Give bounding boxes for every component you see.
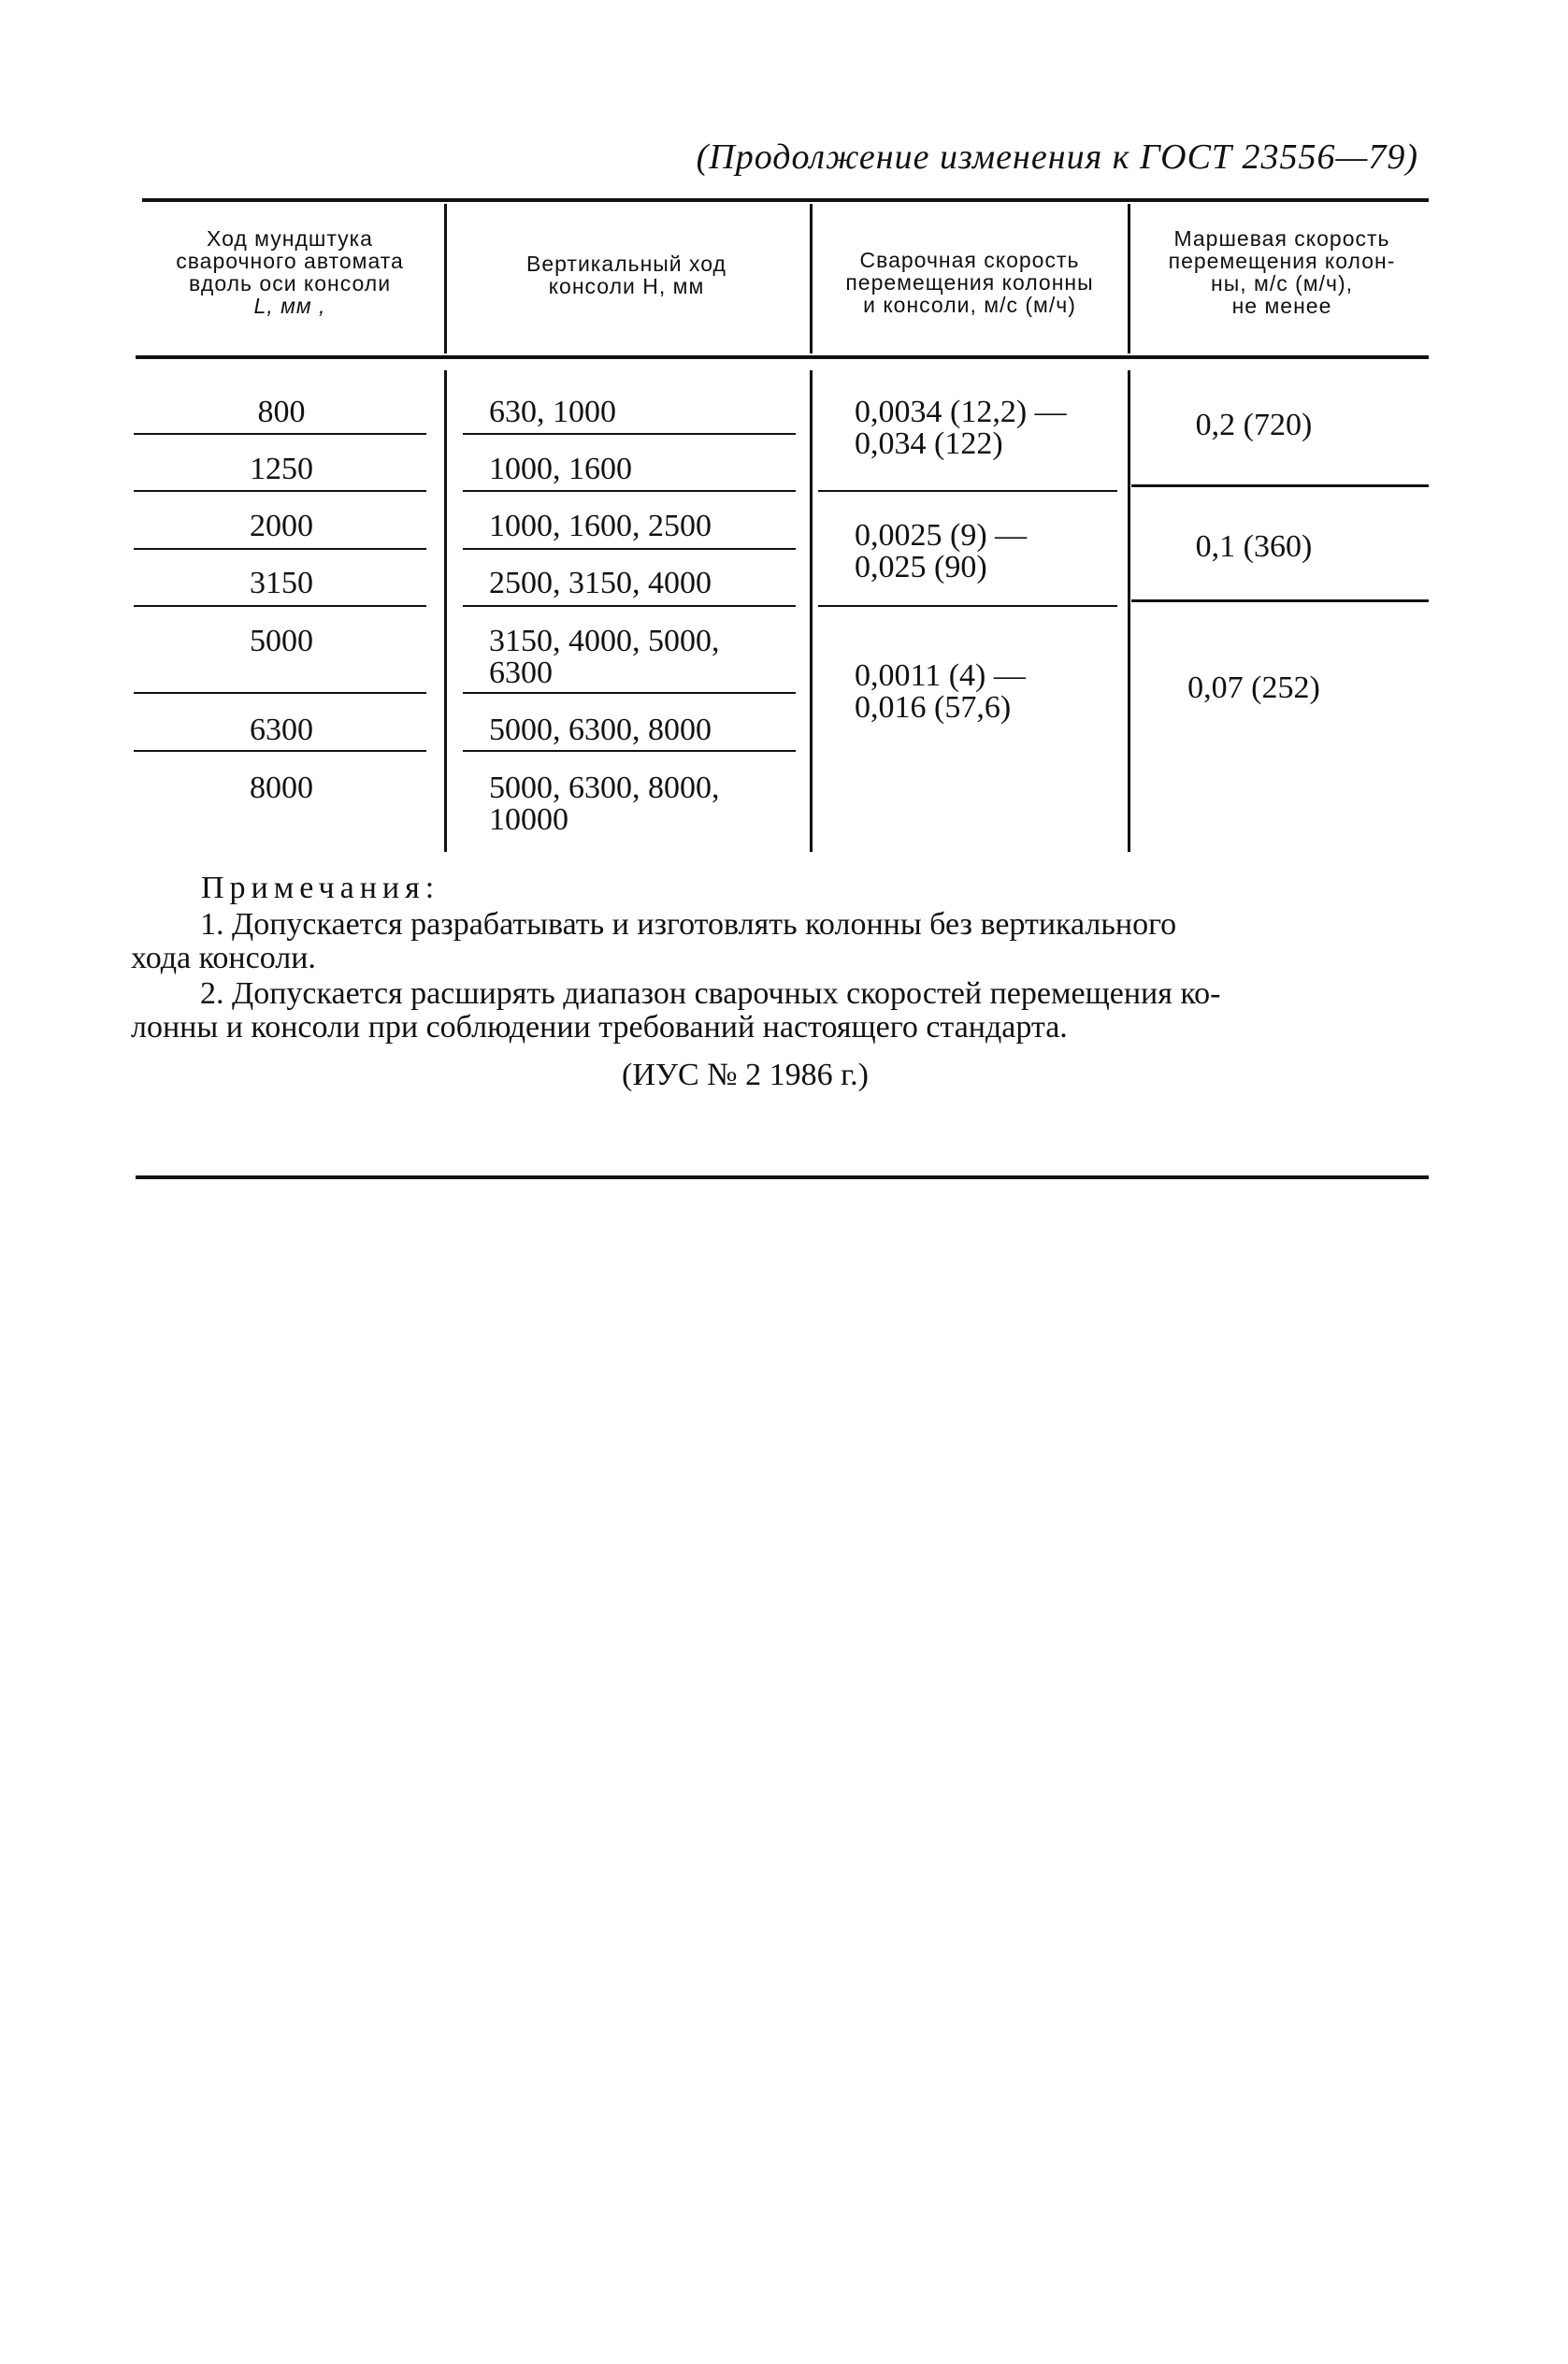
row-rule [463, 692, 796, 694]
body-divider [444, 370, 447, 852]
body-divider [810, 370, 813, 852]
row-rule [463, 548, 796, 550]
row-rule [134, 750, 426, 752]
note-2-line-1: 2. Допускается расширять диапазон сварочных скоростей перемещения ко- [200, 976, 1221, 1011]
notes-block [131, 908, 1421, 1045]
row-rule [463, 433, 796, 435]
vertical-travel-value: 1000, 1600, 2500 [489, 509, 712, 543]
weld-speed-value: 0,0034 (12,2) — [855, 395, 1067, 429]
group-rule [818, 605, 1117, 607]
weld-speed-value: 0,0025 (9) — [855, 518, 1028, 553]
notes-title: Примечания: [201, 871, 440, 905]
column-header-stroke: Ход мундштука сварочного автомата вдоль оси консоли L, мм , [176, 226, 404, 318]
header-divider [444, 204, 447, 353]
row-rule [134, 692, 426, 694]
march-speed-value: 0,1 (360) [1195, 529, 1313, 564]
stroke-value: 1250 [250, 452, 313, 486]
vertical-travel-value: 3150, 4000, 5000, [489, 624, 720, 658]
table-top-rule [142, 198, 1429, 202]
bottom-rule [136, 1175, 1429, 1179]
continuation-header: (Продолжение изменения к ГОСТ 23556—79) [696, 137, 1418, 177]
note-2-line-2: лонны и консоли при соблюдении требований настоящего стандарта. [131, 1010, 1068, 1045]
vertical-travel-value: 5000, 6300, 8000 [489, 713, 712, 747]
header-divider [1128, 204, 1130, 353]
group-rule [1131, 599, 1429, 602]
march-speed-value: 0,07 (252) [1187, 670, 1320, 705]
stroke-value: 5000 [250, 624, 313, 658]
weld-speed-value: 0,025 (90) [855, 550, 987, 584]
vertical-travel-value: 5000, 6300, 8000, [489, 771, 720, 805]
weld-speed-value: 0,0011 (4) — [855, 658, 1026, 693]
note-1-line-1: 1. Допускается разрабатывать и изготовлять колонны без вертикального [200, 907, 1177, 942]
vertical-travel-value: 1000, 1600 [489, 452, 632, 486]
group-rule [818, 490, 1117, 492]
row-rule [134, 548, 426, 550]
stroke-value: 3150 [250, 566, 313, 600]
stroke-value: 8000 [250, 771, 313, 805]
row-rule [463, 750, 796, 752]
column-header-weld-speed: Сварочная скорость перемещения колонны и консоли, м/с (м/ч) [845, 248, 1094, 317]
row-rule [463, 490, 796, 492]
row-rule [134, 605, 426, 607]
column-header-vertical-travel: Вертикальный ход консоли H, мм [526, 252, 726, 298]
vertical-travel-value: 630, 1000 [489, 395, 616, 429]
row-rule [463, 605, 796, 607]
march-speed-value: 0,2 (720) [1195, 408, 1313, 442]
vertical-travel-value: 2500, 3150, 4000 [489, 566, 712, 600]
source-reference: (ИУС № 2 1986 г.) [622, 1058, 869, 1092]
row-rule [134, 433, 426, 435]
header-divider [810, 204, 813, 353]
vertical-travel-value: 10000 [489, 802, 568, 837]
stroke-value: 6300 [250, 713, 313, 747]
stroke-value: 800 [257, 395, 306, 429]
header-bottom-rule [136, 355, 1429, 359]
weld-speed-value: 0,034 (122) [855, 426, 1003, 461]
row-rule [134, 490, 426, 492]
weld-speed-value: 0,016 (57,6) [855, 690, 1012, 725]
column-header-march-speed: Маршевая скорость перемещения колон- ны, м/с (м/ч), не менее [1168, 226, 1396, 318]
stroke-value: 2000 [250, 509, 313, 543]
body-divider [1128, 370, 1130, 852]
note-1-line-2: хода консоли. [131, 941, 316, 975]
vertical-travel-value: 6300 [489, 656, 553, 690]
group-rule [1131, 484, 1429, 487]
